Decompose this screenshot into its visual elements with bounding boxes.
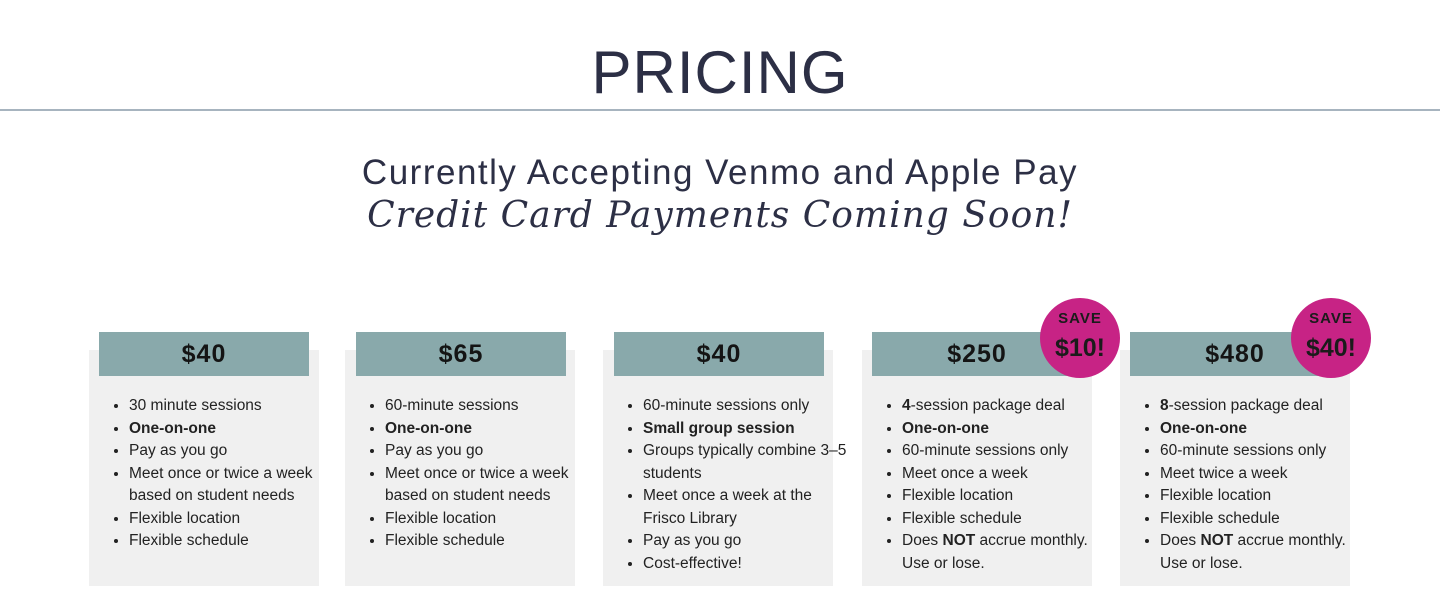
feature-item: • Meet once or twice a week based on student needs xyxy=(129,463,334,508)
price-label: $480 xyxy=(1130,332,1340,376)
page-title: PRICING xyxy=(591,39,849,106)
feature-item: • 60-minute sessions only xyxy=(1160,440,1365,463)
feature-item: • Groups typically combine 3–5 students xyxy=(643,440,848,485)
feature-item: • 8-session package deal xyxy=(1160,395,1365,418)
feature-item: • Meet once or twice a week based on student needs xyxy=(385,463,590,508)
feature-item: • Flexible location xyxy=(1160,485,1365,508)
payment-subtitle: Currently Accepting Venmo and Apple Pay xyxy=(361,153,1079,192)
feature-item: • Flexible schedule xyxy=(129,530,334,553)
feature-item: • Does NOT accrue monthly. Use or lose. xyxy=(1160,530,1365,575)
feature-item xyxy=(129,418,334,441)
savings-badge xyxy=(1040,298,1120,378)
feature-item xyxy=(643,418,848,441)
feature-item xyxy=(1160,418,1365,441)
savings-amount: $40! xyxy=(1305,334,1357,362)
feature-list xyxy=(365,395,590,553)
price-label: $40 xyxy=(99,332,309,376)
feature-item: • 60-minute sessions only xyxy=(643,395,848,418)
feature-item: • 60-minute sessions only xyxy=(902,440,1107,463)
feature-emphasis: One-on-one xyxy=(385,419,472,437)
feature-item xyxy=(385,418,590,441)
savings-badge xyxy=(1291,298,1371,378)
feature-emphasis: One-on-one xyxy=(129,419,216,437)
feature-item: • Meet twice a week xyxy=(1160,463,1365,486)
credit-card-note: Credit Card Payments Coming Soon! xyxy=(367,195,1073,236)
feature-item: • Flexible schedule xyxy=(385,530,590,553)
feature-emphasis: One-on-one xyxy=(1160,419,1247,437)
feature-emphasis: Small group session xyxy=(643,419,795,437)
price-label: $65 xyxy=(356,332,566,376)
feature-item: • Flexible location xyxy=(129,508,334,531)
feature-item: • Flexible schedule xyxy=(902,508,1107,531)
savings-amount: $10! xyxy=(1054,334,1106,362)
feature-item: • Flexible schedule xyxy=(1160,508,1365,531)
feature-item: • Meet once a week at the Frisco Library xyxy=(643,485,848,530)
feature-item: • Flexible location xyxy=(385,508,590,531)
feature-item xyxy=(902,418,1107,441)
feature-item: • Meet once a week xyxy=(902,463,1107,486)
feature-emphasis: NOT xyxy=(1200,532,1234,549)
feature-list xyxy=(1140,395,1365,575)
feature-item: • Cost-effective! xyxy=(643,553,848,576)
price-label: $40 xyxy=(614,332,824,376)
feature-item: • Does NOT accrue monthly. Use or lose. xyxy=(902,530,1107,575)
feature-item: • Flexible location xyxy=(902,485,1107,508)
feature-emphasis: 4 xyxy=(902,397,911,414)
savings-label: SAVE xyxy=(1309,310,1353,327)
feature-item: • 4-session package deal xyxy=(902,395,1107,418)
feature-list xyxy=(882,395,1107,575)
feature-emphasis: 8 xyxy=(1160,397,1169,414)
savings-label: SAVE xyxy=(1058,310,1102,327)
feature-emphasis: NOT xyxy=(942,532,976,549)
feature-item: • Pay as you go xyxy=(643,530,848,553)
feature-item: • 30 minute sessions xyxy=(129,395,334,418)
feature-item: • 60-minute sessions xyxy=(385,395,590,418)
price-label: $250 xyxy=(872,332,1082,376)
feature-item: • Pay as you go xyxy=(129,440,334,463)
feature-item: • Pay as you go xyxy=(385,440,590,463)
feature-list xyxy=(623,395,848,575)
title-divider xyxy=(0,109,1440,111)
feature-emphasis: One-on-one xyxy=(902,419,989,437)
feature-list xyxy=(109,395,334,553)
